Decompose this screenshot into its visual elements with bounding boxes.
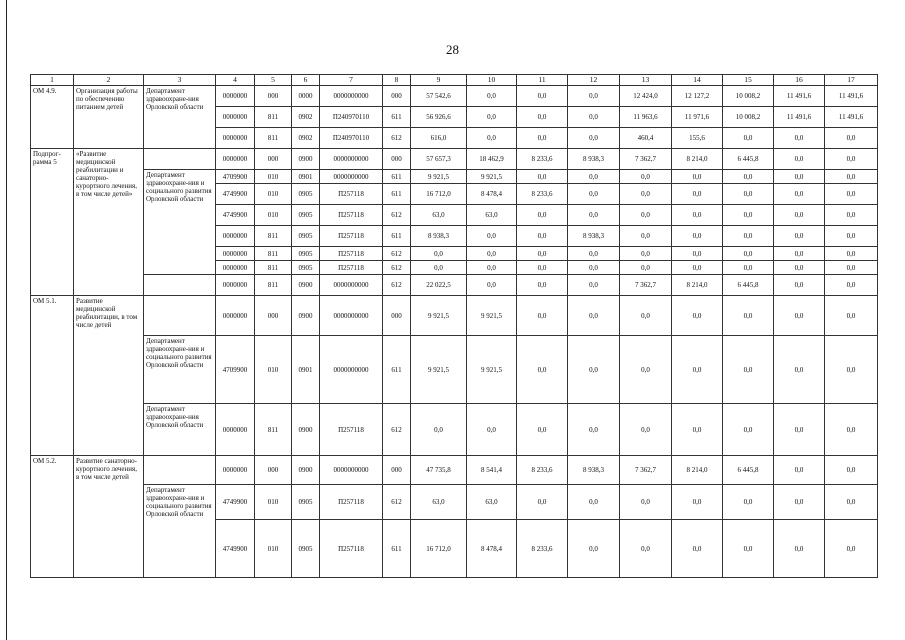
column-header: 9 — [411, 75, 467, 86]
responsible-department: Департамент здравоохране-ния и социального развития Орловской области — [144, 170, 216, 275]
table-cell: 0,0 — [568, 170, 620, 184]
table-cell: 0,0 — [568, 107, 620, 128]
table-cell: 63,0 — [411, 205, 467, 226]
table-cell: 612 — [383, 247, 411, 261]
table-cell: 0,0 — [620, 296, 672, 336]
table-cell: 0905 — [292, 226, 320, 247]
table-cell: 000 — [255, 296, 292, 336]
responsible-department: Департамент здравоохране-ния Орловской области — [144, 404, 216, 456]
table-cell: 9 921,5 — [467, 170, 517, 184]
table-cell: 0901 — [292, 336, 320, 404]
table-cell: 0,0 — [825, 485, 878, 520]
table-cell: 0,0 — [825, 205, 878, 226]
table-cell: 0,0 — [517, 336, 568, 404]
table-cell: 0,0 — [774, 247, 825, 261]
header-row — [31, 75, 878, 86]
table-cell: 000 — [383, 149, 411, 170]
table-cell: 0,0 — [568, 404, 620, 456]
table-cell: 612 — [383, 404, 411, 456]
column-header: 6 — [292, 75, 320, 86]
table-cell: 0,0 — [568, 485, 620, 520]
table-cell: 0,0 — [620, 184, 672, 205]
table-cell: 0,0 — [774, 205, 825, 226]
table-cell: 000 — [383, 296, 411, 336]
table-cell: 811 — [255, 226, 292, 247]
table-cell: 10 008,2 — [723, 107, 774, 128]
table-cell: 0,0 — [774, 261, 825, 275]
table-cell: 0,0 — [620, 336, 672, 404]
table-cell: 0,0 — [672, 226, 723, 247]
table-cell: 57 542,6 — [411, 86, 467, 107]
table-cell: 0000000 — [216, 86, 255, 107]
table-cell: 0,0 — [774, 275, 825, 296]
column-header: 10 — [467, 75, 517, 86]
table-cell: 0900 — [292, 275, 320, 296]
table-cell: 010 — [255, 205, 292, 226]
table-cell: 0,0 — [774, 170, 825, 184]
table-cell: 0,0 — [723, 485, 774, 520]
table-cell: 611 — [383, 520, 411, 578]
table-cell: 0905 — [292, 184, 320, 205]
table-cell: 0,0 — [411, 247, 467, 261]
column-header: 16 — [774, 75, 825, 86]
table-cell: 0,0 — [774, 184, 825, 205]
table-cell: 0,0 — [672, 520, 723, 578]
table-cell: 0,0 — [568, 261, 620, 275]
row-name: Развитие санаторно-курортного лечения, в том числе детей — [74, 456, 144, 578]
table-cell: 611 — [383, 226, 411, 247]
table-cell: 11 491,6 — [774, 86, 825, 107]
table-row — [31, 485, 878, 520]
table-cell: 0,0 — [825, 247, 878, 261]
table-cell: 0,0 — [411, 261, 467, 275]
table-cell: 0,0 — [620, 485, 672, 520]
table-cell: 0,0 — [517, 275, 568, 296]
table-cell: 0,0 — [672, 336, 723, 404]
table-cell: 8 214,0 — [672, 149, 723, 170]
table-cell: 000 — [255, 456, 292, 485]
table-cell: 0,0 — [723, 205, 774, 226]
table-cell: 4749900 — [216, 485, 255, 520]
table-row — [31, 170, 878, 184]
table-cell: 010 — [255, 170, 292, 184]
table-cell: 7 362,7 — [620, 149, 672, 170]
table-cell: 0,0 — [467, 86, 517, 107]
table-cell: 0000000 — [216, 149, 255, 170]
table-cell: 0000000 — [216, 128, 255, 149]
table-cell: 0,0 — [517, 128, 568, 149]
table-cell: 9 921,5 — [411, 296, 467, 336]
column-header: 2 — [74, 75, 144, 86]
table-cell: 0,0 — [672, 170, 723, 184]
table-cell: 57 657,3 — [411, 149, 467, 170]
table-cell: 616,0 — [411, 128, 467, 149]
table-cell: 0,0 — [825, 128, 878, 149]
responsible-department: Департамент здравоохране-ния и социального развития Орловской области — [144, 485, 216, 578]
table-cell: 0000 — [292, 86, 320, 107]
column-header: 13 — [620, 75, 672, 86]
table-cell: 63,0 — [467, 485, 517, 520]
table-cell: 0000000 — [216, 275, 255, 296]
table-cell: 811 — [255, 261, 292, 275]
table-cell: 000 — [383, 456, 411, 485]
table-cell: 0000000 — [216, 456, 255, 485]
table-cell: 0,0 — [620, 205, 672, 226]
table-row — [31, 275, 878, 296]
table-cell: 0000000 — [216, 404, 255, 456]
table-cell: 9 921,5 — [467, 296, 517, 336]
table-cell: 010 — [255, 336, 292, 404]
table-cell: 0,0 — [825, 275, 878, 296]
table-cell: 0,0 — [620, 226, 672, 247]
table-cell: 9 921,5 — [467, 336, 517, 404]
table-cell: 000 — [255, 86, 292, 107]
table-cell: 0,0 — [774, 485, 825, 520]
column-header: 11 — [517, 75, 568, 86]
table-cell: 11 971,6 — [672, 107, 723, 128]
table-cell: 0,0 — [568, 205, 620, 226]
table-cell: 0,0 — [723, 184, 774, 205]
table-cell: 0,0 — [672, 485, 723, 520]
table-cell: 4749900 — [216, 520, 255, 578]
table-cell: 0902 — [292, 107, 320, 128]
column-header: 3 — [144, 75, 216, 86]
table-row — [31, 456, 878, 485]
responsible-department: Департамент здравоохране-ния Орловской области — [144, 86, 216, 149]
table-cell: 0,0 — [774, 128, 825, 149]
column-header: 17 — [825, 75, 878, 86]
table-cell: 0,0 — [723, 170, 774, 184]
table-cell: 000 — [383, 86, 411, 107]
table-cell: 8 233,6 — [517, 149, 568, 170]
table-cell: 0,0 — [825, 261, 878, 275]
table-cell: 0,0 — [774, 296, 825, 336]
table-cell: 0,0 — [825, 184, 878, 205]
table-cell: 0,0 — [411, 404, 467, 456]
table-cell: 0,0 — [568, 520, 620, 578]
table-cell: 56 926,6 — [411, 107, 467, 128]
table-cell: 0,0 — [568, 86, 620, 107]
table-cell: 0900 — [292, 456, 320, 485]
table-cell: 0000000 — [216, 226, 255, 247]
table-cell: 0000000000 — [320, 170, 383, 184]
column-header: 1 — [31, 75, 74, 86]
table-cell: 0000000 — [216, 261, 255, 275]
table-cell: 612 — [383, 275, 411, 296]
table-cell: 0000000 — [216, 107, 255, 128]
table-cell: 0000000000 — [320, 456, 383, 485]
table-cell: П257118 — [320, 226, 383, 247]
table-cell: 0000000 — [216, 247, 255, 261]
table-cell: 11 963,6 — [620, 107, 672, 128]
table-cell: 0,0 — [467, 247, 517, 261]
table-cell: 0,0 — [517, 485, 568, 520]
table-cell: 0902 — [292, 128, 320, 149]
row-name: Организация работы по обеспечению питанием детей — [74, 86, 144, 149]
table-cell: 0,0 — [568, 275, 620, 296]
table-row — [31, 404, 878, 456]
table-cell: П240970110 — [320, 128, 383, 149]
table-cell: 0,0 — [568, 184, 620, 205]
table-cell: 612 — [383, 128, 411, 149]
table-cell: 0900 — [292, 296, 320, 336]
table-cell: 6 445,8 — [723, 149, 774, 170]
table-cell: 0,0 — [672, 404, 723, 456]
table-cell: 0,0 — [825, 404, 878, 456]
table-cell: 9 921,5 — [411, 170, 467, 184]
table-cell: П257118 — [320, 205, 383, 226]
table-cell: 0,0 — [517, 205, 568, 226]
table-cell: 11 491,6 — [825, 86, 878, 107]
table-cell: 155,6 — [672, 128, 723, 149]
table-row — [31, 336, 878, 404]
table-cell: 8 233,6 — [517, 184, 568, 205]
table-cell: 0000000000 — [320, 296, 383, 336]
table-cell: 612 — [383, 261, 411, 275]
table-cell: 0,0 — [825, 149, 878, 170]
table-cell: 0,0 — [517, 261, 568, 275]
table-cell: 0,0 — [672, 205, 723, 226]
table-cell: 8 214,0 — [672, 275, 723, 296]
table-cell: 0,0 — [467, 128, 517, 149]
table-cell: 0,0 — [568, 247, 620, 261]
budget-table — [30, 74, 878, 578]
table-cell: 0,0 — [774, 226, 825, 247]
table-cell: 0905 — [292, 247, 320, 261]
table-cell: 0,0 — [774, 520, 825, 578]
column-header: 8 — [383, 75, 411, 86]
table-cell: 63,0 — [467, 205, 517, 226]
table-row — [31, 86, 878, 107]
table-cell: 611 — [383, 184, 411, 205]
table-cell: П257118 — [320, 247, 383, 261]
table-cell: 8 541,4 — [467, 456, 517, 485]
table-cell: 0,0 — [825, 170, 878, 184]
table-cell: 0,0 — [620, 247, 672, 261]
left-margin-line — [6, 0, 7, 640]
table-cell: 4709900 — [216, 336, 255, 404]
table-cell: 0,0 — [467, 275, 517, 296]
table-cell: 0,0 — [723, 336, 774, 404]
table-cell: 0905 — [292, 205, 320, 226]
table-cell: 8 938,3 — [411, 226, 467, 247]
table-cell: 0,0 — [517, 107, 568, 128]
table-cell: 0,0 — [467, 107, 517, 128]
table-cell: 8 233,6 — [517, 456, 568, 485]
table-cell: 0,0 — [568, 128, 620, 149]
table-cell: 16 712,0 — [411, 184, 467, 205]
table-cell: П257118 — [320, 404, 383, 456]
table-cell: 0,0 — [723, 128, 774, 149]
table-row — [31, 296, 878, 336]
table-cell: 0,0 — [517, 247, 568, 261]
table-cell: 0000000000 — [320, 275, 383, 296]
table-cell: 0,0 — [568, 336, 620, 404]
table-cell: 0,0 — [825, 456, 878, 485]
table-cell: 0,0 — [723, 247, 774, 261]
table-cell: 6 445,8 — [723, 456, 774, 485]
table-cell: 0,0 — [620, 404, 672, 456]
table-cell: 8 938,3 — [568, 456, 620, 485]
table-cell: П257118 — [320, 485, 383, 520]
table-cell: 22 022,5 — [411, 275, 467, 296]
table-cell: 0,0 — [825, 296, 878, 336]
table-cell: 47 735,8 — [411, 456, 467, 485]
table-cell: 0,0 — [723, 296, 774, 336]
table-cell: 611 — [383, 107, 411, 128]
table-cell: 8 938,3 — [568, 226, 620, 247]
table-cell: 0,0 — [620, 520, 672, 578]
table-cell: 7 362,7 — [620, 456, 672, 485]
table-cell: 63,0 — [411, 485, 467, 520]
table-cell: 611 — [383, 170, 411, 184]
responsible-department: Департамент здравоохране-ния и социального развития Орловской области — [144, 336, 216, 404]
table-cell: 0900 — [292, 404, 320, 456]
table-cell: П257118 — [320, 520, 383, 578]
table-cell: 811 — [255, 247, 292, 261]
table-cell: 0,0 — [723, 520, 774, 578]
table-cell: П257118 — [320, 184, 383, 205]
column-header: 5 — [255, 75, 292, 86]
table-cell: 6 445,8 — [723, 275, 774, 296]
table-cell: 010 — [255, 485, 292, 520]
table-cell: П257118 — [320, 261, 383, 275]
table-cell: 000 — [255, 149, 292, 170]
table-cell: 0,0 — [825, 520, 878, 578]
table-cell: 010 — [255, 520, 292, 578]
table-cell: 611 — [383, 336, 411, 404]
table-cell: 11 491,6 — [774, 107, 825, 128]
table-cell: 0,0 — [723, 261, 774, 275]
table-cell: 811 — [255, 275, 292, 296]
table-cell: 811 — [255, 107, 292, 128]
table-cell: 0,0 — [517, 404, 568, 456]
table-cell: 0000000 — [216, 296, 255, 336]
table-cell: П240970110 — [320, 107, 383, 128]
column-header: 15 — [723, 75, 774, 86]
table-cell: 0,0 — [517, 170, 568, 184]
table-cell: 0,0 — [723, 404, 774, 456]
table-cell: 0000000000 — [320, 336, 383, 404]
responsible-department — [144, 456, 216, 485]
table-cell: 0,0 — [672, 184, 723, 205]
table-cell: 0,0 — [517, 296, 568, 336]
table-cell: 0,0 — [517, 226, 568, 247]
column-header: 7 — [320, 75, 383, 86]
table-cell: 16 712,0 — [411, 520, 467, 578]
table-cell: 0,0 — [774, 404, 825, 456]
table-cell: 0,0 — [774, 336, 825, 404]
table-cell: 4749900 — [216, 184, 255, 205]
column-header: 12 — [568, 75, 620, 86]
table-cell: 0000000000 — [320, 86, 383, 107]
table-cell: 0,0 — [672, 261, 723, 275]
row-name: «Развитие медицинской реабилитации и санаторно-курортного лечения, в том числе детей» — [74, 149, 144, 296]
table-cell: 0905 — [292, 261, 320, 275]
table-cell: 0,0 — [723, 226, 774, 247]
table-cell: 0,0 — [774, 456, 825, 485]
table-cell: 8 233,6 — [517, 520, 568, 578]
column-header: 4 — [216, 75, 255, 86]
table-cell: 0,0 — [825, 226, 878, 247]
table-cell: 612 — [383, 205, 411, 226]
table-cell: 0,0 — [620, 261, 672, 275]
column-header: 14 — [672, 75, 723, 86]
table-cell: 8 478,4 — [467, 520, 517, 578]
table-cell: 0,0 — [517, 86, 568, 107]
row-code: ОМ 4.9. — [31, 86, 74, 149]
table-cell: 8 478,4 — [467, 184, 517, 205]
responsible-department — [144, 275, 216, 296]
table-cell: 0,0 — [467, 226, 517, 247]
table-cell: 0,0 — [467, 261, 517, 275]
table-cell: 8 938,3 — [568, 149, 620, 170]
table-cell: 0,0 — [672, 247, 723, 261]
table-cell: 12 127,2 — [672, 86, 723, 107]
table-cell: 18 462,9 — [467, 149, 517, 170]
table-cell: 010 — [255, 184, 292, 205]
table-cell: 12 424,0 — [620, 86, 672, 107]
table-row — [31, 149, 878, 170]
table-cell: 4749900 — [216, 205, 255, 226]
table-cell: 0,0 — [672, 296, 723, 336]
row-name: Развитие медицинской реабилитации, в том числе детей — [74, 296, 144, 456]
responsible-department — [144, 149, 216, 170]
table-cell: 0000000000 — [320, 149, 383, 170]
table-cell: 0905 — [292, 520, 320, 578]
table-cell: 612 — [383, 485, 411, 520]
table-cell: 0905 — [292, 485, 320, 520]
table-cell: 811 — [255, 128, 292, 149]
table-cell: 0,0 — [774, 149, 825, 170]
table-cell: 11 491,6 — [825, 107, 878, 128]
row-code: ОМ 5.1. — [31, 296, 74, 456]
responsible-department — [144, 296, 216, 336]
table-cell: 7 362,7 — [620, 275, 672, 296]
table-cell: 0,0 — [467, 404, 517, 456]
table-cell: 460,4 — [620, 128, 672, 149]
table-cell: 0,0 — [620, 170, 672, 184]
table-cell: 0900 — [292, 149, 320, 170]
page-number: 28 — [446, 42, 459, 57]
table-cell: 10 008,2 — [723, 86, 774, 107]
table-cell: 9 921,5 — [411, 336, 467, 404]
table-cell: 0901 — [292, 170, 320, 184]
table-cell: 0,0 — [568, 296, 620, 336]
table-cell: 811 — [255, 404, 292, 456]
row-code: ОМ 5.2. — [31, 456, 74, 578]
table-cell: 4709900 — [216, 170, 255, 184]
row-code: Подпрог-рамма 5 — [31, 149, 74, 296]
table-cell: 8 214,0 — [672, 456, 723, 485]
table-cell: 0,0 — [825, 336, 878, 404]
